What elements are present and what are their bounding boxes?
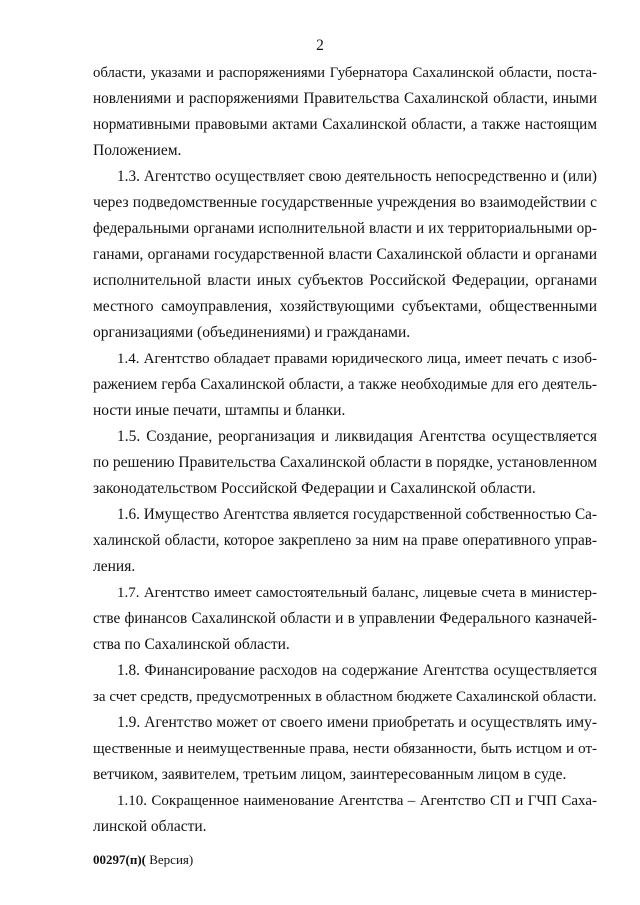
text-line: новлениями и распоряжениями Правительства Сахалинской области, иными (93, 90, 597, 107)
text-line: халинской области, которое закреплено за ним на праве оперативного управ- (93, 532, 597, 549)
paragraph-1-8 (93, 658, 597, 710)
text-line: 1.3. Агентство осуществляет свою деятельность непосредственно и (или) (117, 168, 597, 185)
paragraph-1-9 (93, 710, 597, 788)
text-line: 1.5. Создание, реорганизация и ликвидация Агентства осуществляется (117, 428, 597, 445)
text-line: 1.4. Агентство обладает правами юридического лица, имеет печать с изоб- (117, 351, 597, 367)
text-line: ления. (93, 558, 136, 575)
text-line: линской области. (93, 818, 207, 835)
text-line: области, указами и распоряжениями Губернатора Сахалинской области, поста- (93, 65, 597, 81)
text-line: через подведомственные государственные учреждения во взаимодействии с (93, 194, 597, 211)
text-line: ражением герба Сахалинской области, а также необходимые для его деятель- (93, 376, 597, 393)
paragraph-continuation (93, 60, 597, 164)
footer-code: 00297(п)( (93, 852, 146, 867)
text-line: ства по Сахалинской области. (93, 636, 290, 653)
text-line: федеральными органами исполнительной власти и их территориальными ор- (93, 220, 597, 237)
text-line: ности иные печати, штампы и бланки. (93, 402, 346, 419)
text-line: ветчиком, заявителем, третьим лицом, заинтересованным лицом в суде. (93, 766, 567, 783)
text-line: 1.7. Агентство имеет самостоятельный баланс, лицевые счета в министер- (117, 585, 597, 601)
page-number: 2 (316, 37, 324, 54)
paragraph-1-7 (93, 580, 597, 658)
text-line: 1.6. Имущество Агентства является государственной собственностью Са- (117, 506, 597, 523)
text-line: законодательством Российской Федерации и Сахалинской области. (93, 480, 536, 497)
text-line: нормативными правовыми актами Сахалинской области, а также настоящим (93, 116, 597, 133)
paragraph-1-4 (93, 346, 597, 424)
text-line: 1.10. Сокращенное наименование Агентства – Агентство СП и ГЧП Саха- (117, 793, 597, 809)
text-line: щественные и неимущественные права, нести обязанности, быть истцом и от- (93, 741, 597, 757)
document-footer (93, 852, 193, 868)
text-line: исполнительной власти иных субъектов Российской Федерации, органами (93, 272, 597, 289)
footer-version: Версия) (145, 852, 194, 867)
text-line: за счет средств, предусмотренных в областном бюджете Сахалинской области. (93, 689, 597, 705)
document-body (93, 60, 597, 840)
paragraph-1-10 (93, 788, 597, 840)
text-line: организациями (объединениями) и гражданами. (93, 324, 411, 341)
text-line: ганами, органами государственной власти Сахалинской области и органами (93, 246, 597, 263)
text-line: стве финансов Сахалинской области и в управлении Федерального казначей- (93, 610, 597, 627)
text-line: Положением. (93, 142, 182, 159)
text-line: местного самоуправления, хозяйствующими субъектами, общественными (93, 298, 597, 315)
paragraph-1-6 (93, 502, 597, 580)
text-line: 1.8. Финансирование расходов на содержание Агентства осуществляется (117, 662, 597, 679)
paragraph-1-5 (93, 424, 597, 502)
text-line: по решению Правительства Сахалинской области в порядке, установленном (93, 454, 598, 471)
paragraph-1-3 (93, 164, 597, 346)
text-line: 1.9. Агентство может от своего имени приобретать и осуществлять иму- (117, 714, 597, 731)
